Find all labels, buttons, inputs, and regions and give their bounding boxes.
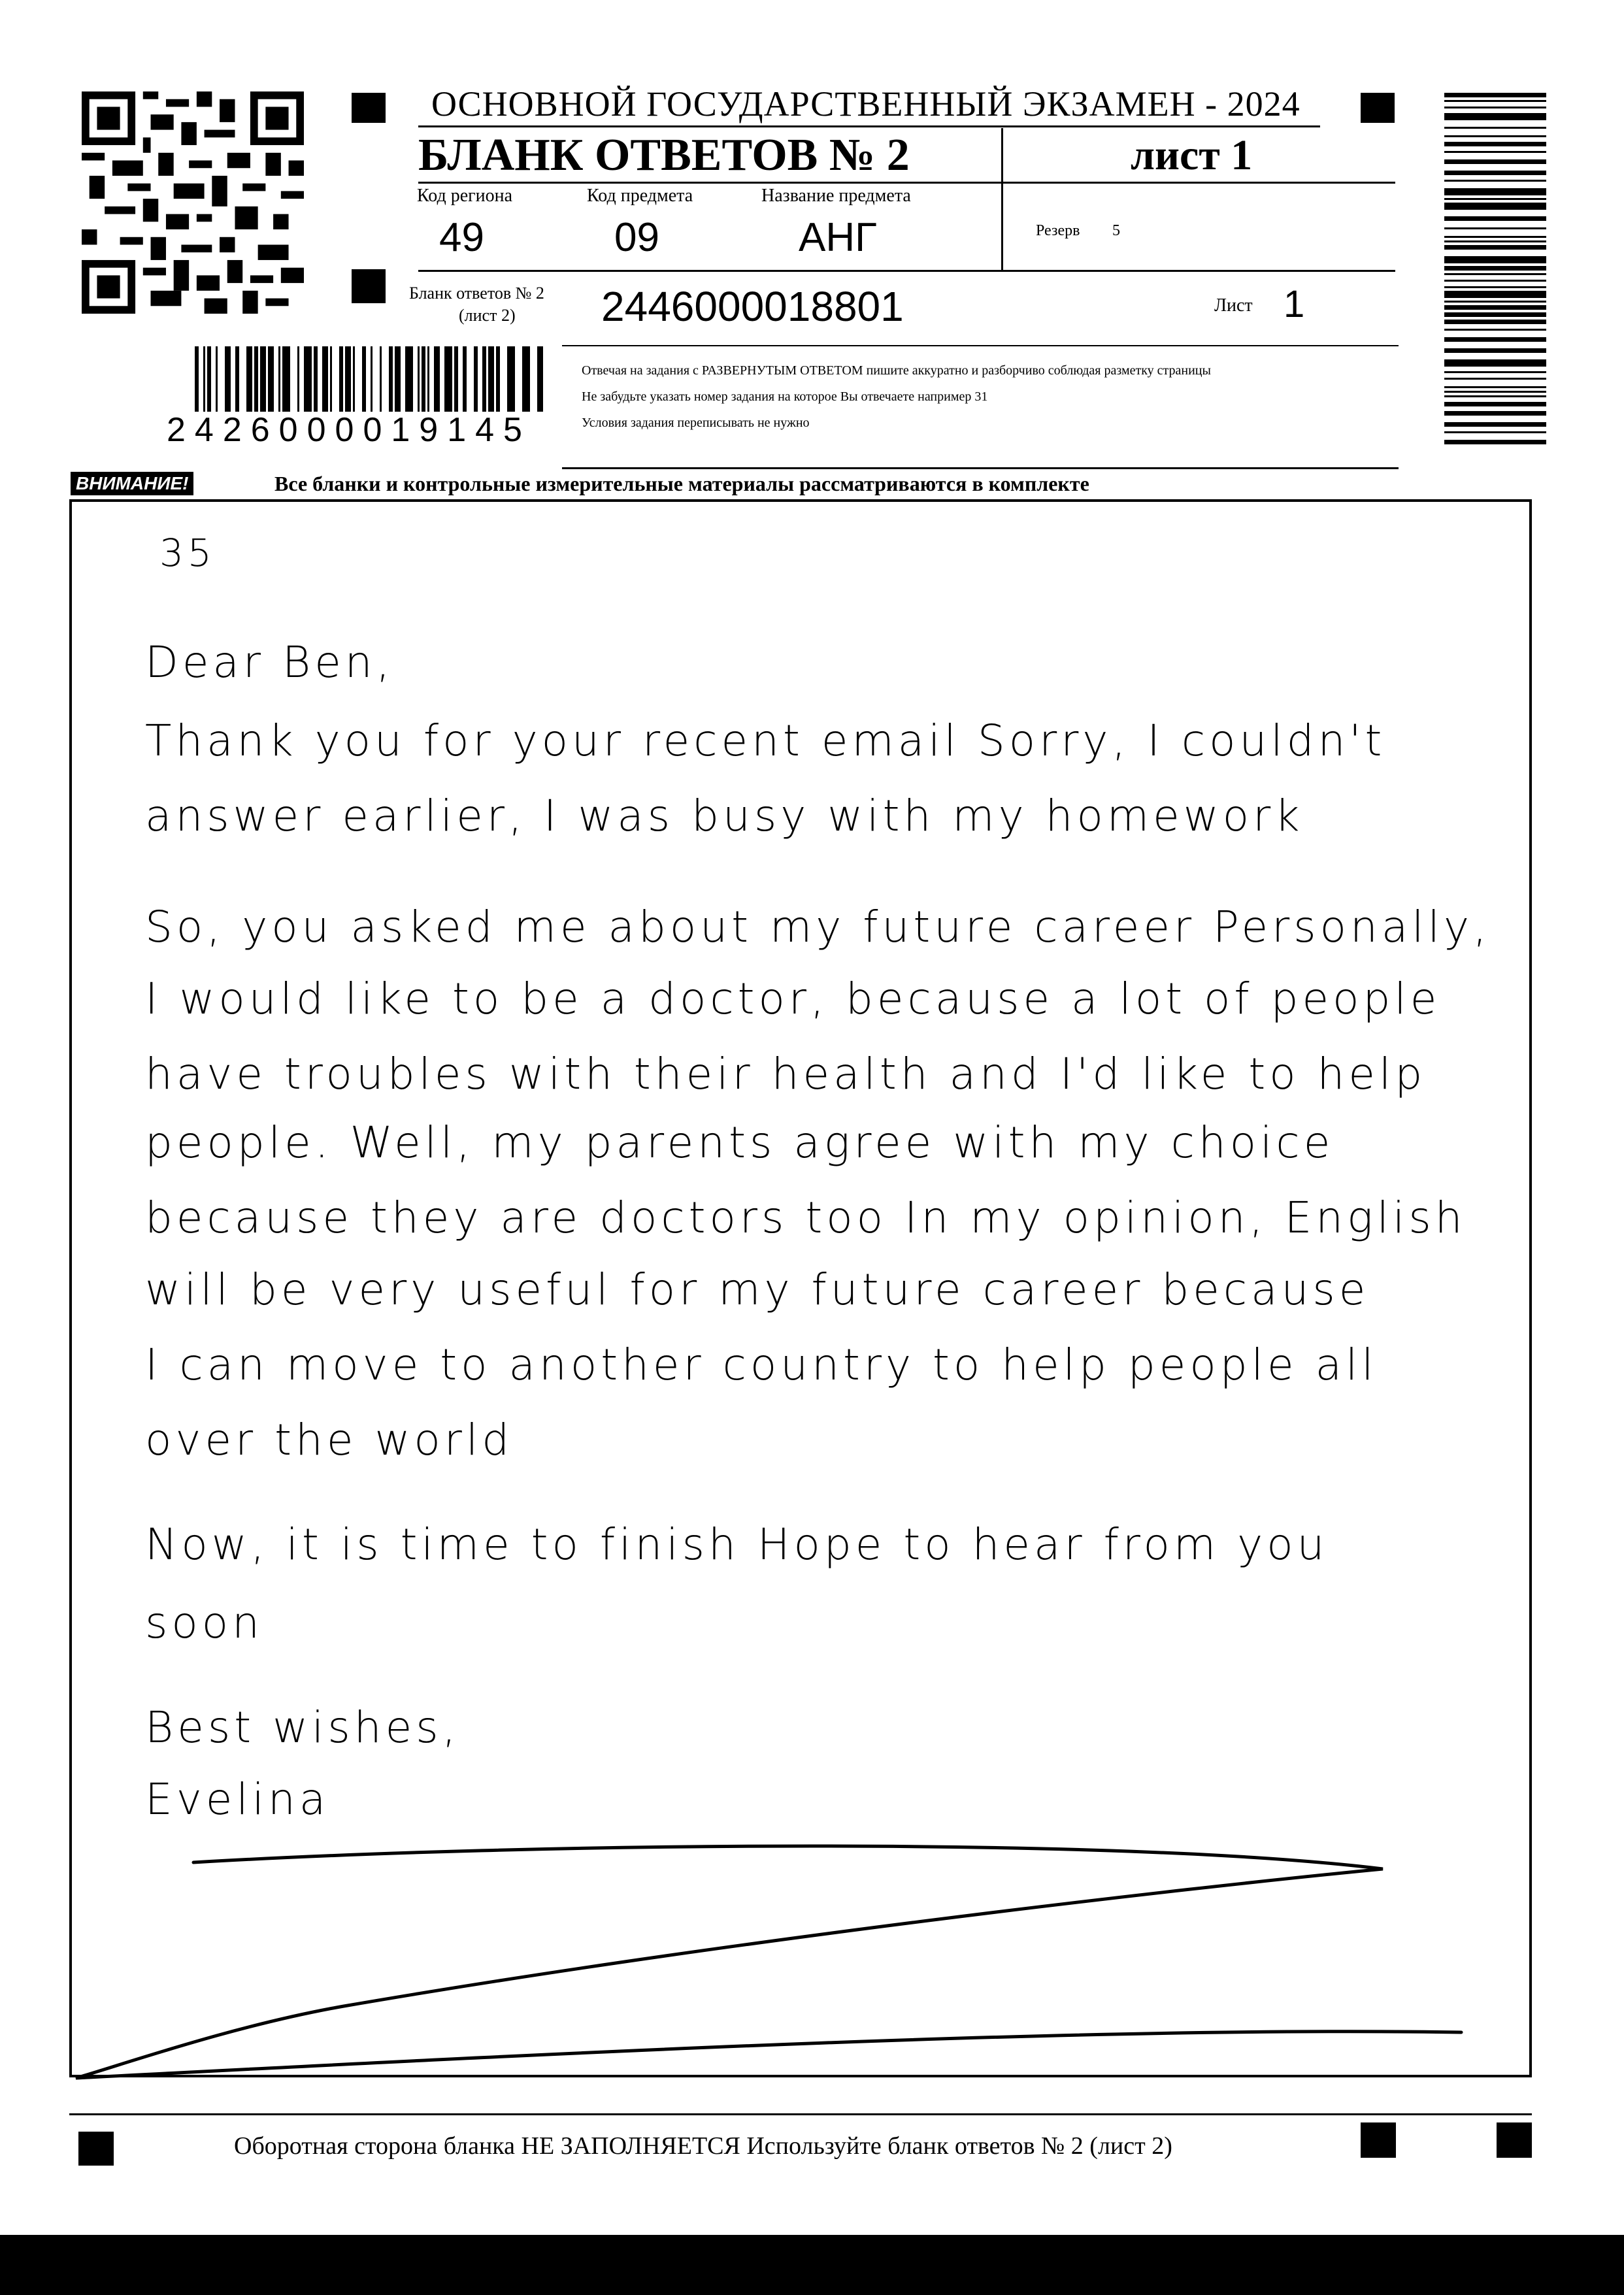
region-code-label: Код региона: [417, 186, 513, 206]
subject-code-label: Код предмета: [587, 186, 693, 206]
divider: [418, 182, 1395, 184]
handwritten-line: I can move to another country to help people all: [145, 1340, 1378, 1390]
divider: [562, 345, 1399, 346]
instruction-line: Не забудьте указать номер задания на которое Вы отвечаете например 31: [582, 389, 988, 404]
handwritten-line: I would like to be a doctor, because a lot of people: [145, 974, 1441, 1024]
registration-mark: [1497, 2122, 1532, 2158]
handwritten-line: over the world: [145, 1415, 514, 1465]
task-number: 35: [159, 531, 216, 575]
instruction-line: Условия задания переписывать не нужно: [582, 416, 810, 430]
barcode-number: 2426000019145: [167, 411, 531, 449]
subject-name-label: Название предмета: [761, 186, 911, 206]
registration-mark: [352, 269, 386, 303]
divider: [562, 467, 1399, 469]
registration-mark: [1361, 2122, 1396, 2158]
divider: [418, 270, 1395, 272]
strike-through-mark: [69, 1843, 1532, 2104]
divider: [418, 125, 1320, 127]
handwritten-line: Best wishes,: [145, 1702, 460, 1753]
subject-name-value: АНГ: [799, 215, 877, 260]
qr-code-icon: [77, 91, 308, 314]
handwritten-line: soon: [145, 1598, 263, 1648]
attention-text: Все бланки и контрольные измерительные материалы рассматриваются в комплекте: [274, 472, 1089, 495]
region-code-value: 49: [439, 215, 484, 260]
subject-code-value: 09: [614, 215, 659, 260]
handwritten-line: because they are doctors too In my opinion, English: [145, 1193, 1467, 1243]
scan-border: [0, 2235, 1624, 2295]
form-title: БЛАНК ОТВЕТОВ № 2: [418, 130, 910, 180]
divider: [1001, 128, 1003, 272]
form-ref-sublabel: (лист 2): [459, 306, 516, 325]
divider: [69, 2113, 1532, 2115]
barcode-icon: [195, 346, 548, 412]
form-ref-number: 2446000018801: [601, 283, 904, 330]
form-ref-label: Бланк ответов № 2: [409, 284, 544, 303]
handwritten-line: Thank you for your recent email Sorry, I couldn't: [145, 716, 1386, 766]
registration-mark: [352, 93, 386, 123]
handwritten-line: Now, it is time to finish Hope to hear from you: [145, 1519, 1329, 1570]
handwritten-line: have troubles with their health and I'd like to help: [145, 1049, 1427, 1099]
sheet-title: лист 1: [1131, 131, 1253, 179]
footer-note: Оборотная сторона бланка НЕ ЗАПОЛНЯЕТСЯ Используйте бланк ответов № 2 (лист 2): [234, 2132, 1172, 2160]
handwritten-line: will be very useful for my future career because: [145, 1264, 1370, 1315]
sheet-label: Лист: [1214, 295, 1253, 316]
attention-badge: ВНИМАНИЕ!: [71, 472, 193, 495]
exam-title: ОСНОВНОЙ ГОСУДАРСТВЕННЫЙ ЭКЗАМЕН - 2024: [431, 84, 1301, 124]
handwritten-line: answer earlier, I was busy with my homework: [145, 791, 1304, 841]
instruction-line: Отвечая на задания с РАЗВЕРНУТЫМ ОТВЕТОМ пишите аккуратно и разборчиво соблюдая разметку страницы: [582, 363, 1211, 378]
handwritten-line: people. Well, my parents agree with my choice: [145, 1117, 1334, 1168]
registration-mark: [1361, 93, 1395, 123]
reserve-value: 5: [1112, 222, 1120, 239]
reserve-label: Резерв: [1036, 222, 1080, 239]
side-barcode-icon: [1444, 93, 1546, 452]
handwritten-line: So, you asked me about my future career Personally,: [145, 902, 1491, 952]
handwritten-line: Dear Ben,: [145, 637, 394, 687]
registration-mark: [78, 2132, 114, 2166]
handwritten-line: Evelina: [145, 1774, 330, 1824]
sheet-number: 1: [1284, 283, 1305, 325]
